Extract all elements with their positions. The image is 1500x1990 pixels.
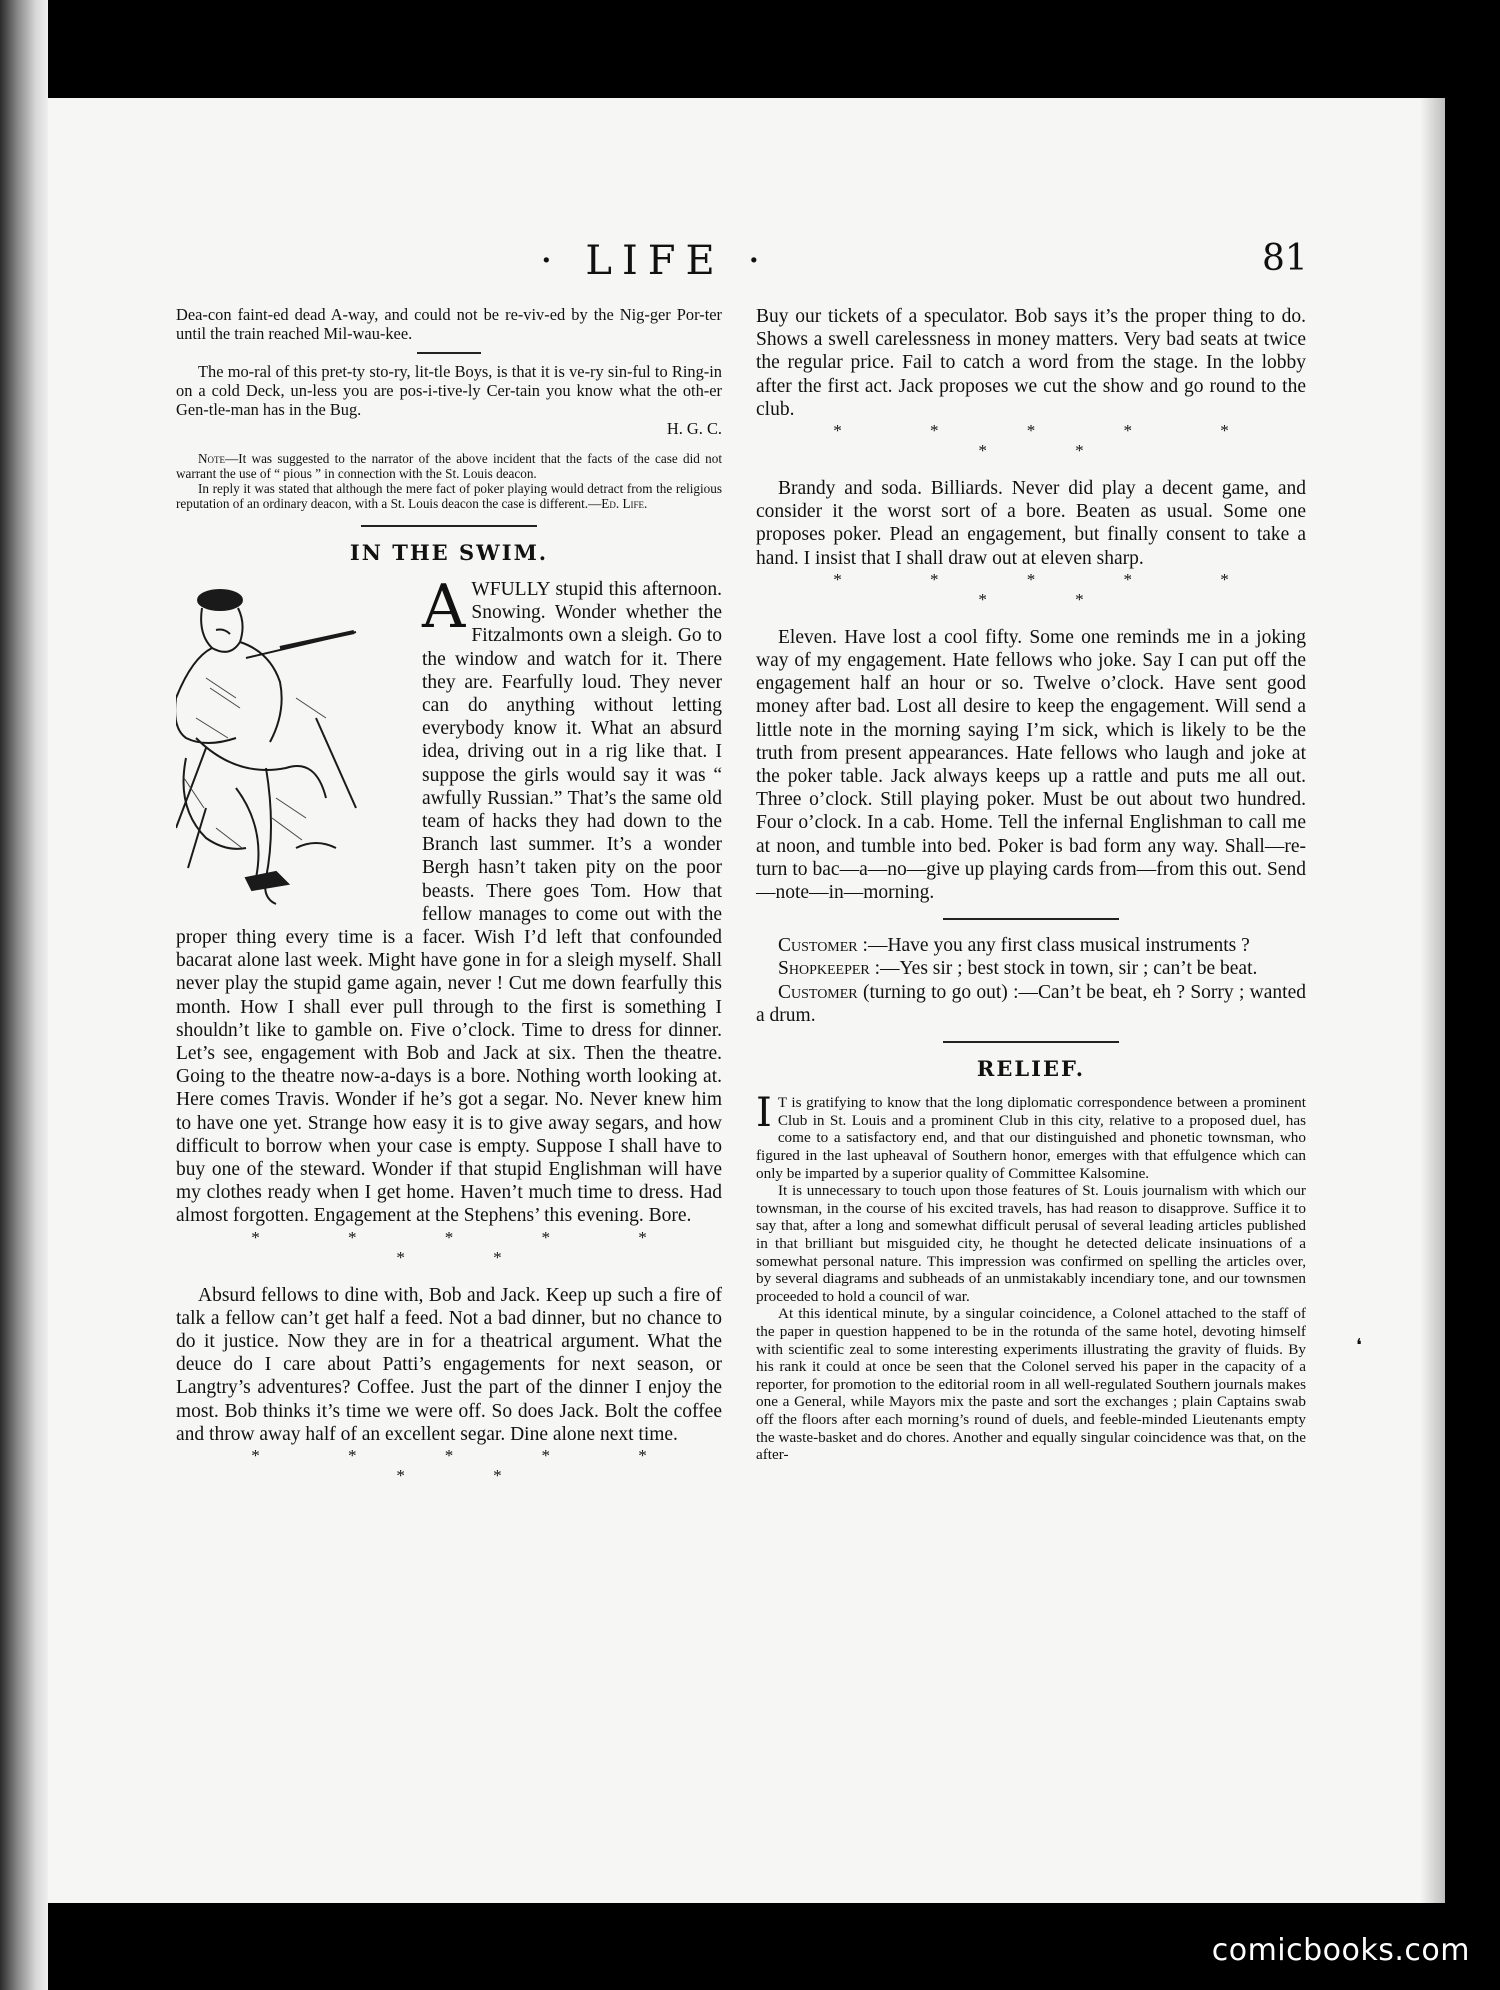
dialog-speaker: Shopkeeper (778, 958, 870, 980)
page-number: 81 (1262, 238, 1308, 279)
note-reply-text: In reply it was stated that although the mere fact of poker playing would detract from the religious reputation of an ordinary deacon, with a St. Louis deacon the case is different.— (176, 480, 722, 511)
note-reply (176, 481, 722, 511)
author-signature: H. G. C. (666, 419, 722, 439)
in-the-swim-paragraph-5: Eleven. Have lost a cool fifty. Some one reminds me in a joking way of my engagement. Hate fellows who joke. Say I can put off the engagement half an hour or so. Twelve o’clock. Have sent good money after bad. Lost all desire to keep the engagement. Will send a little note in the morning saying I’m sick, which is likely to be the truth from present appearances. Hate fellows who laugh and joke at the poker table. Jack always keeps up a rattle and puts me all out. Three o’clock. Still playing poker. Must be out about two hundred. Four o’clock. In a cab. Home. Tell the infernal Englishman to call me at noon, and tumble into bed. Poker is bad form any way. Shall—re-turn to bac—a—no—give up playing cards from—from this out. Send—note—in—morning. (756, 626, 1306, 904)
story-moral: The mo-ral of this pret-ty sto-ry, lit-tle Boys, is that it is ve-ry sin-ful to Ring-in on a cold Deck, un-less you are pos-i-tive-ly Cer-tain you know what the oth-er Gen-tle-man has in the Bug. (176, 361, 722, 420)
ink-blemish: ❛ (1356, 1335, 1362, 1355)
dialog-speaker: Customer (778, 935, 858, 957)
relief-paragraph-1: T is gratifying to know that the long diplomatic correspondence between a prominent Club in St. Louis and a prominent Club in this city, relative to a proposed duel, has come to a satisfactory end, and that our distinguished and phonetic townsman, who figured in the last upheaval of Southern honor, emerges with that effulgence which can only be imparted by a superior quality of Committee Kalsomine. (756, 1094, 1306, 1182)
dialog-text: :—Have you any first class musical instruments ? (857, 935, 1250, 957)
in-the-swim-paragraph-4: Brandy and soda. Billiards. Never did play a decent game, and consider it the worst sort of a bore. Beaten as usual. Some one proposes poker. Plead an engagement, but finally consent to take a hand. I insist that I shall draw out at eleven sharp. (756, 478, 1306, 569)
left-column (176, 305, 722, 1486)
note-label: Note (198, 450, 226, 466)
relief-paragraph-2: It is unnecessary to touch upon those features of St. Louis journalism with which our townsman, in the course of his excited travels, has had reason to disapprove. Suffice it to say that, after a long and somewhat difficult perusal of several leading articles published in that brilliant but misguided city, he thought he detected delicate insinuations of a somewhat personal nature. This impression was confirmed on spelling the articles over, by several diagrams and subheads of an unmistakably incendiary tone, and our townsmen proceeded to hold a council of war. (756, 1182, 1306, 1305)
section-stars: * * * * * * * (833, 421, 1271, 461)
illustration-seated-gentleman (176, 578, 404, 914)
article-heading-relief: RELIEF. (976, 1056, 1086, 1082)
page-edge-shadow (1420, 98, 1445, 1903)
divider (943, 918, 1119, 920)
section-stars: * * * * * * * (251, 1446, 689, 1486)
dialog-line (756, 934, 1306, 957)
spacer (756, 610, 1306, 626)
magazine-title: · LIFE · (540, 238, 771, 284)
note-signature: Ed. Life. (601, 495, 648, 511)
book-binding-edge (0, 0, 48, 1990)
dialog-line (756, 957, 1306, 980)
relief-paragraph-3: At this identical minute, by a singular coincidence, a Colonel attached to the staff of the paper in question happened to be in the rotunda of the same hotel, devoting himself with scientific zeal to some interesting experiments illustrating the gravity of fluids. By his rank it could at once be seen that the Colonel served his paper in the capacity of a reporter, for promotion to the editorial room in all well-regulated Southern journals makes one a General, while Mayors mix the paste and sort the exchanges ; plain Captains swab off the floors after each morning’s round of duels, and feeble-minded Lieutenants empty the waste-basket and do chores. Another and equally singular coincidence was that, on the after- (756, 1305, 1306, 1464)
in-the-swim-paragraph-1: WFULLY stupid this afternoon. Snowing. Wonder whether the Fitzalmonts own a sleigh. Go to the window and watch for it. There they are. Fearfully loud. They never can do anything without letting everybody know it. What an absurd idea, driving out in a rig like that. I suppose the girls would say it was “ awfully Russian.” That’s the same old team of hacks they had down to the Branch last summer. It’s a wonder Bergh hasn’t taken pity on the poor beasts. There goes Tom. How that fellow manages to come out with the proper thing every time is a facer. Wish I’d left that confounded bacarat alone last week. Might have gone in for a sleigh myself. Shall never play the stupid game again, never ! Cut me down fearfully this month. How I shall ever pull through to the first is something I shouldn’t like to gamble on. Five o’clock. Time to dress for dinner. Let’s see, engagement with Bob and Jack at six. Then the theatre. Going to the theatre now-a-days is a bore. Nothing worth looking at. Here comes Travis. Wonder if he’s got a segar. No. Never knew him to have one yet. Strange how easy it is to give away segars, and how difficult to borrow when your case is empty. Suppose I shall have to buy one of the steward. Wonder if that stupid Englishman will have my clothes ready when I get home. Haven’t much time to dress. Had almost forgotten. Engagement at the Stephens’ this evening. Bore. (176, 578, 722, 1227)
in-the-swim-paragraph-2: Absurd fellows to dine with, Bob and Jack. Keep up such a fire of talk a fellow can’t get half a feed. Not a bad dinner, but no chance to do it justice. Now they are in for a theatrical argument. What the deuce do I care about Patti’s engagements for next season, or Langtry’s adventures? Coffee. Just the part of the dinner I enjoy the most. Bob thinks it’s time we were off. So does Jack. Bolt the coffee and throw away half of an excellent segar. Dine alone next time. (176, 1284, 722, 1445)
drop-cap: I (756, 1090, 772, 1137)
site-watermark: comicbooks.com (1211, 1933, 1470, 1968)
dialog-text: :—Yes sir ; best stock in town, sir ; can’t be beat. (869, 958, 1258, 980)
relief-article (756, 1090, 1306, 1464)
divider (361, 525, 537, 527)
section-stars: * * * * * * * (251, 1227, 689, 1267)
section-stars: * * * * * * * (833, 569, 1271, 609)
article-heading-in-the-swim: IN THE SWIM. (349, 539, 549, 565)
divider (943, 1041, 1119, 1043)
divider (417, 352, 481, 354)
spacer (176, 1268, 722, 1284)
right-column (756, 305, 1306, 1464)
note-text: —It was suggested to the narrator of the above incident that the facts of the case did not warrant the use of “ pious ” in connection with the St. Louis deacon. (176, 450, 722, 481)
spacer (756, 461, 1306, 477)
drop-cap: A (422, 571, 466, 642)
editor-note (176, 451, 722, 481)
dialog-line (756, 981, 1306, 1027)
story-ending: Dea-con faint-ed dead A-way, and could not be re-viv-ed by the Nig-ger Por-ter until the train reached Mil-wau-kee. (176, 305, 722, 344)
dialog-speaker: Customer (778, 981, 858, 1003)
in-the-swim-paragraph-3: Buy our tickets of a speculator. Bob says it’s the proper thing to do. Shows a swell carelessness in money matters. Very bad seats at twice the regular price. Fail to catch a word from the stage. In the lobby after the first act. Jack proposes we cut the show and go round to the club. (756, 306, 1306, 420)
dialog-text: (turning to go out) :—Can’t be beat, eh ? Sorry ; wanted a drum. (756, 981, 1306, 1026)
customer-shopkeeper-joke (756, 934, 1306, 1027)
